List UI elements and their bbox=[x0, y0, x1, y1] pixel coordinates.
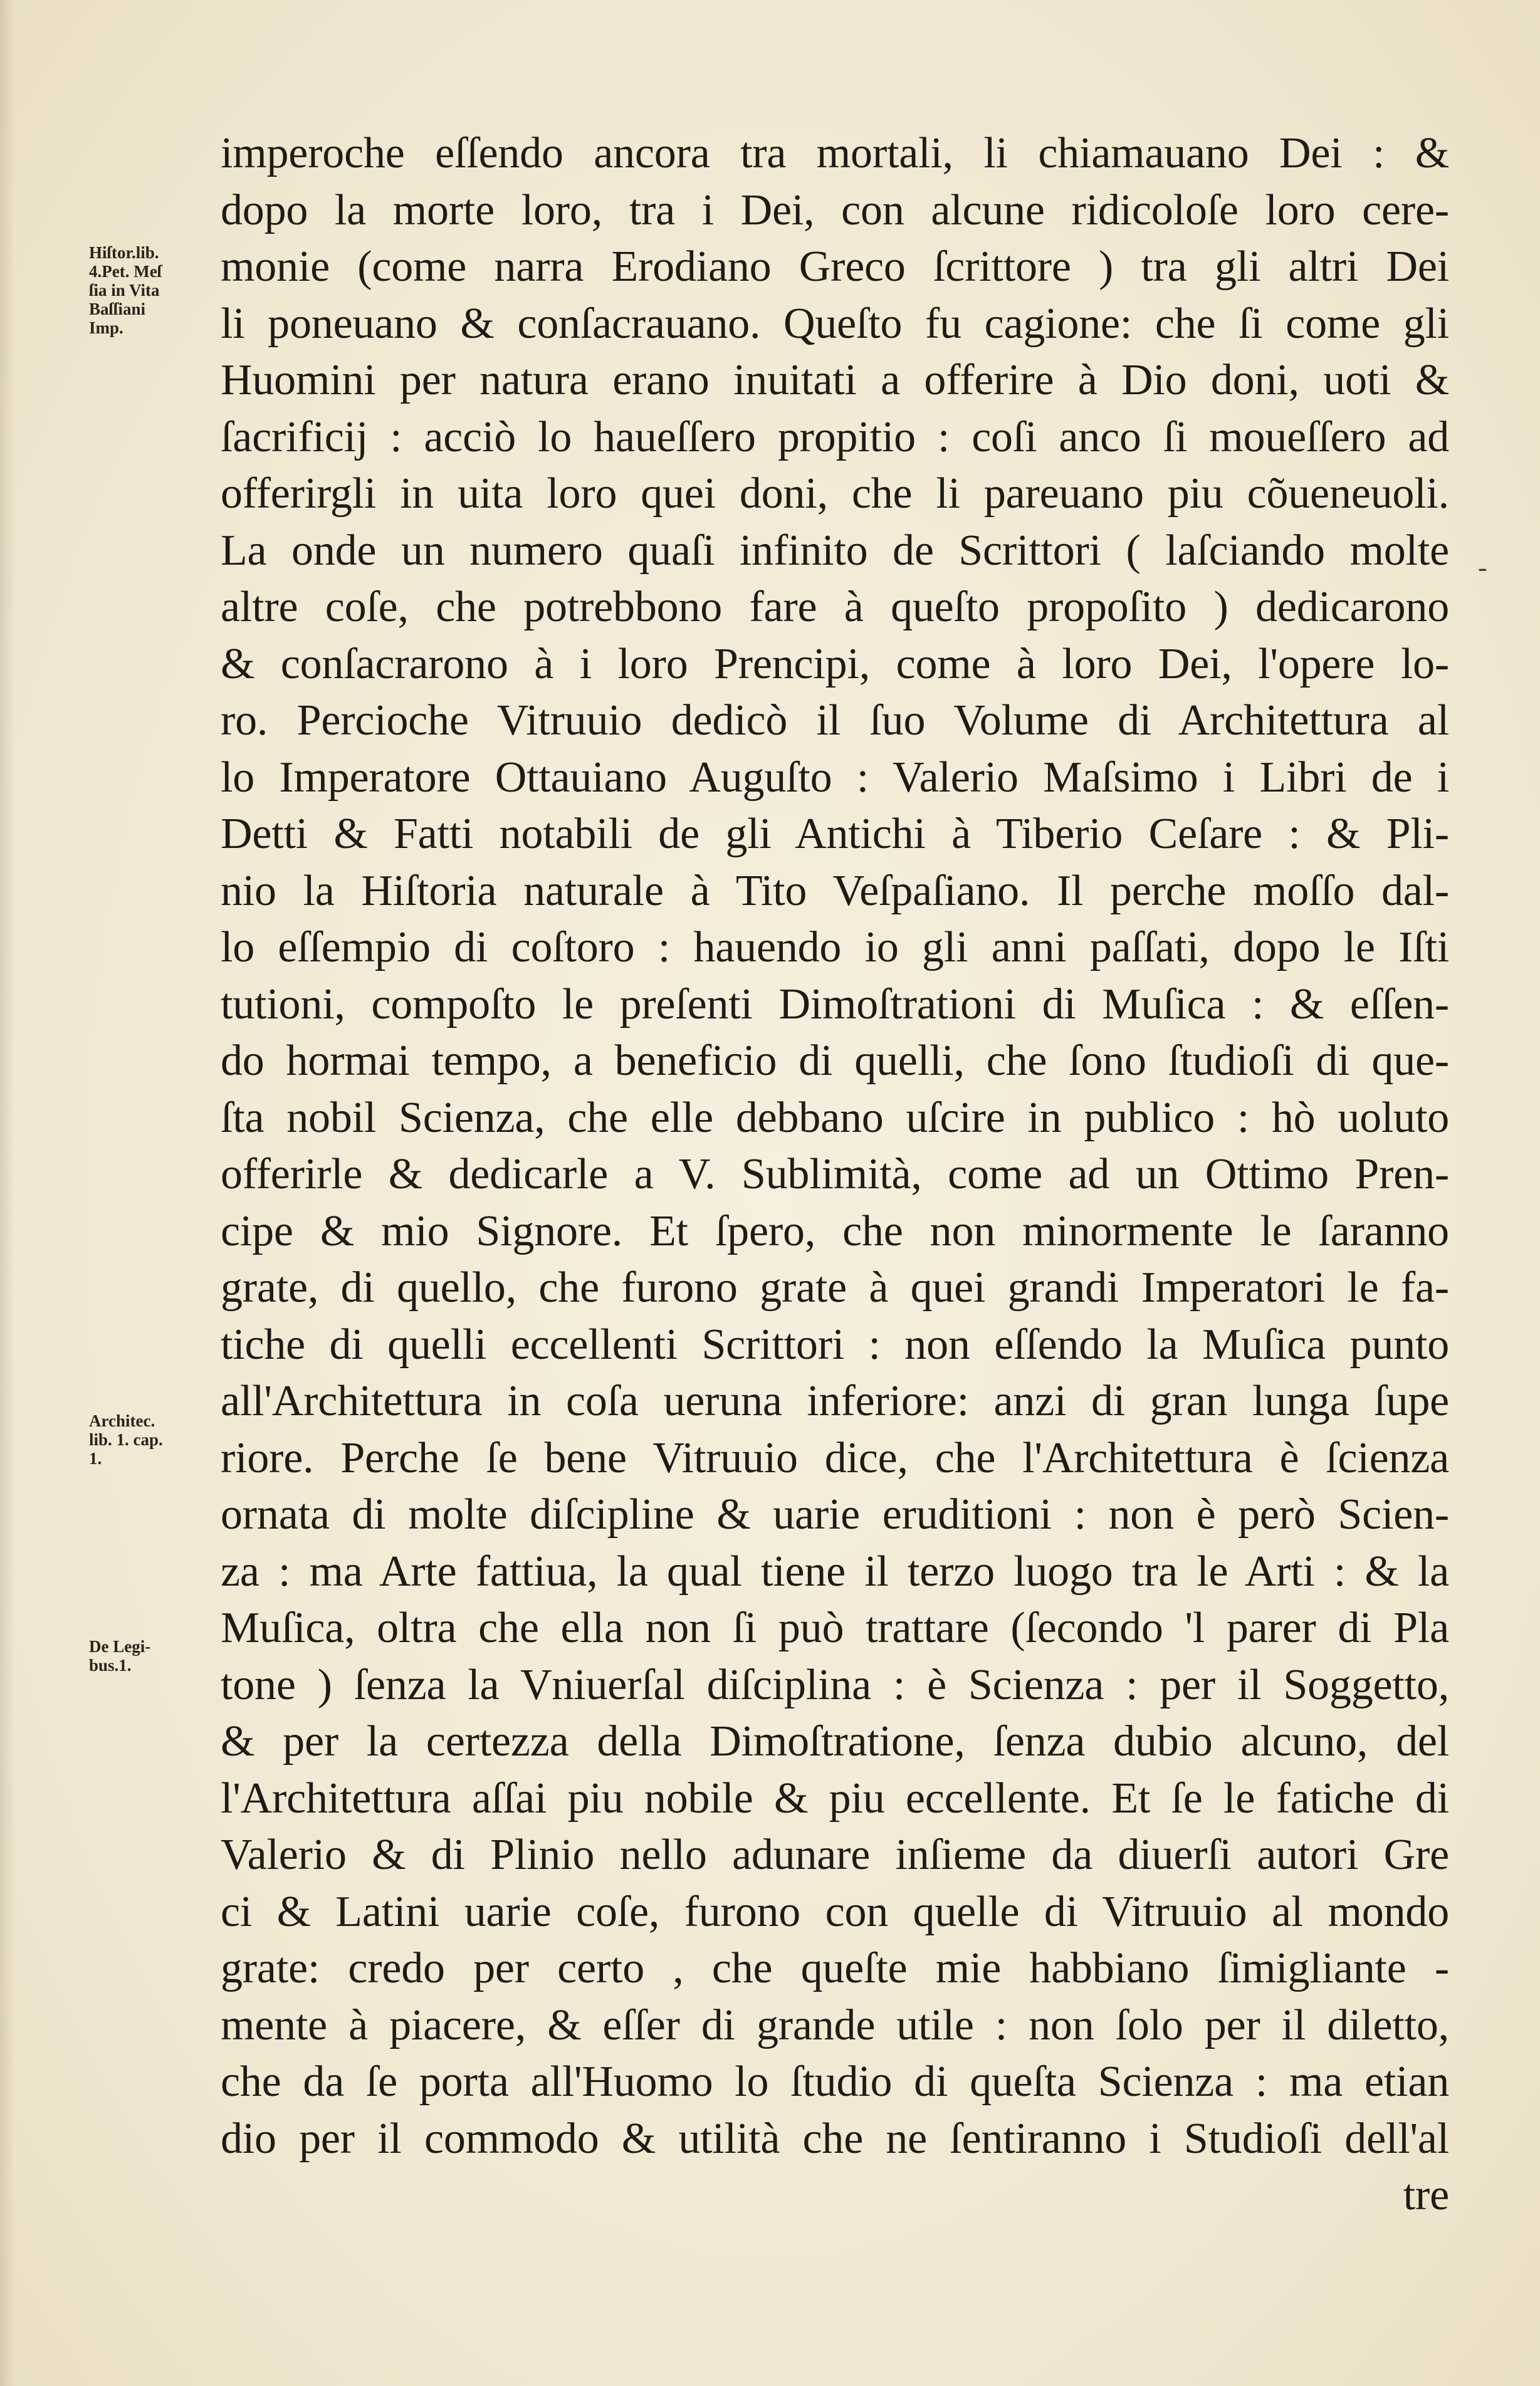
text-line: lo eſſempio di coſtoro : hauendo io gli anni paſſati, dopo le Iſti bbox=[221, 923, 1449, 971]
marginal-note-line: bus.1. bbox=[89, 1656, 132, 1675]
text-line: offerirgli in uita loro quei doni, che li pareuano piu cõueneuoli. bbox=[221, 469, 1449, 518]
text-line: ornata di molte diſcipline & uarie eruditioni : non è però Scien- bbox=[221, 1490, 1449, 1539]
marginal-note-line: 4.Pet. Meſ bbox=[89, 262, 162, 281]
marginal-note-line: Imp. bbox=[89, 318, 123, 337]
text-line: l'Architettura aſſai piu nobile & piu eccellente. Et ſe le fatiche di bbox=[221, 1774, 1449, 1823]
text-line: tutioni, compoſto le preſenti Dimoſtrationi di Muſica : & eſſen- bbox=[221, 980, 1449, 1028]
text-line: Muſica, oltra che ella non ſi può trattare (ſecondo 'l parer di Pla bbox=[221, 1604, 1449, 1652]
text-line: all'Architettura in coſa ueruna inferiore: anzi di gran lunga ſupe bbox=[221, 1377, 1449, 1425]
text-line: & conſacrarono à i loro Prencipi, come à loro Dei, l'opere lo- bbox=[221, 639, 1449, 688]
text-line: offerirle & dedicarle a V. Sublimità, come ad un Ottimo Pren- bbox=[221, 1150, 1449, 1198]
text-line: nio la Hiſtoria naturale à Tito Veſpaſiano. Il perche moſſo dal- bbox=[221, 866, 1449, 915]
marginal-note-line: Architec. bbox=[89, 1411, 155, 1430]
marginal-note-line: lib. 1. cap. bbox=[89, 1430, 163, 1449]
catchword: tre bbox=[1403, 2171, 1449, 2219]
text-line: La onde un numero quaſi infinito de Scrittori ( laſciando molte bbox=[221, 526, 1449, 575]
text-line: grate: credo per certo , che queſte mie habbiano ſimigliante - bbox=[221, 1944, 1449, 1992]
text-line: imperoche eſſendo ancora tra mortali, li chiamauano Dei : & bbox=[221, 129, 1449, 177]
text-line: cipe & mio Signore. Et ſpero, che non minormente le ſaranno bbox=[221, 1206, 1449, 1255]
text-line: do hormai tempo, a beneficio di quelli, che ſono ſtudioſi di que- bbox=[221, 1037, 1449, 1085]
text-line: altre coſe, che potrebbono fare à queſto propoſito ) dedicarono bbox=[221, 583, 1449, 631]
margin-dash-mark: - bbox=[1478, 552, 1487, 583]
text-line: mente à piacere, & eſſer di grande utile : non ſolo per il diletto, bbox=[221, 2001, 1449, 2049]
text-line: Detti & Fatti notabili de gli Antichi à Tiberio Ceſare : & Pli- bbox=[221, 810, 1449, 858]
text-line: tiche di quelli eccellenti Scrittori : non eſſendo la Muſica punto bbox=[221, 1320, 1449, 1369]
text-line: ro. Percioche Vitruuio dedicò il ſuo Volume di Architettura al bbox=[221, 696, 1449, 745]
text-line: Huomini per natura erano inuitati a offerire à Dio doni, uoti & bbox=[221, 356, 1449, 404]
marginal-note-historia bbox=[89, 243, 202, 337]
marginal-note-architec bbox=[89, 1411, 202, 1468]
text-line: ſta nobil Scienza, che elle debbano uſcire in publico : hò uoluto bbox=[221, 1093, 1449, 1142]
text-line: tone ) ſenza la Vniuerſal diſciplina : è Scienza : per il Soggetto, bbox=[221, 1660, 1449, 1709]
text-line: ſacrificij : acciò lo haueſſero propitio : coſi anco ſi moueſſero ad bbox=[221, 412, 1449, 461]
text-line: za : ma Arte fattiua, la qual tiene il terzo luogo tra le Arti : & la bbox=[221, 1547, 1449, 1596]
marginal-note-de-legibus bbox=[89, 1637, 202, 1675]
marginal-note-line: ſia in Vita bbox=[89, 281, 160, 300]
text-line: lo Imperatore Ottauiano Auguſto : Valerio Maſsimo i Libri de i bbox=[221, 753, 1449, 802]
text-line: & per la certezza della Dimoſtratione, ſenza dubio alcuno, del bbox=[221, 1717, 1449, 1766]
text-line: dio per il commodo & utilità che ne ſentiranno i Studioſi dell'al bbox=[221, 2114, 1449, 2163]
text-line: li poneuano & conſacrauano. Queſto fu cagione: che ſi come gli bbox=[221, 299, 1449, 348]
text-line: riore. Perche ſe bene Vitruuio dice, che l'Architettura è ſcienza bbox=[221, 1433, 1449, 1482]
text-line: monie (come narra Erodiano Greco ſcrittore ) tra gli altri Dei bbox=[221, 243, 1449, 291]
text-line: dopo la morte loro, tra i Dei, con alcune ridicoloſe loro cere- bbox=[221, 186, 1449, 234]
text-line: ci & Latini uarie coſe, furono con quelle di Vitruuio al mondo bbox=[221, 1887, 1449, 1936]
body-text bbox=[221, 125, 1449, 2224]
text-line: che da ſe porta all'Huomo lo ſtudio di queſta Scienza : ma etian bbox=[221, 2058, 1449, 2106]
text-line: Valerio & di Plinio nello adunare inſieme da diuerſi autori Gre bbox=[221, 1831, 1449, 1879]
text-line: grate, di quello, che furono grate à quei grandi Imperatori le fa- bbox=[221, 1264, 1449, 1312]
marginal-note-line: 1. bbox=[89, 1449, 102, 1468]
marginal-note-line: Hiſtor.lib. bbox=[89, 243, 159, 262]
marginal-note-line: Baſſiani bbox=[89, 300, 146, 318]
marginal-note-line: De Legi- bbox=[89, 1637, 151, 1656]
binding-shadow bbox=[0, 0, 15, 2386]
